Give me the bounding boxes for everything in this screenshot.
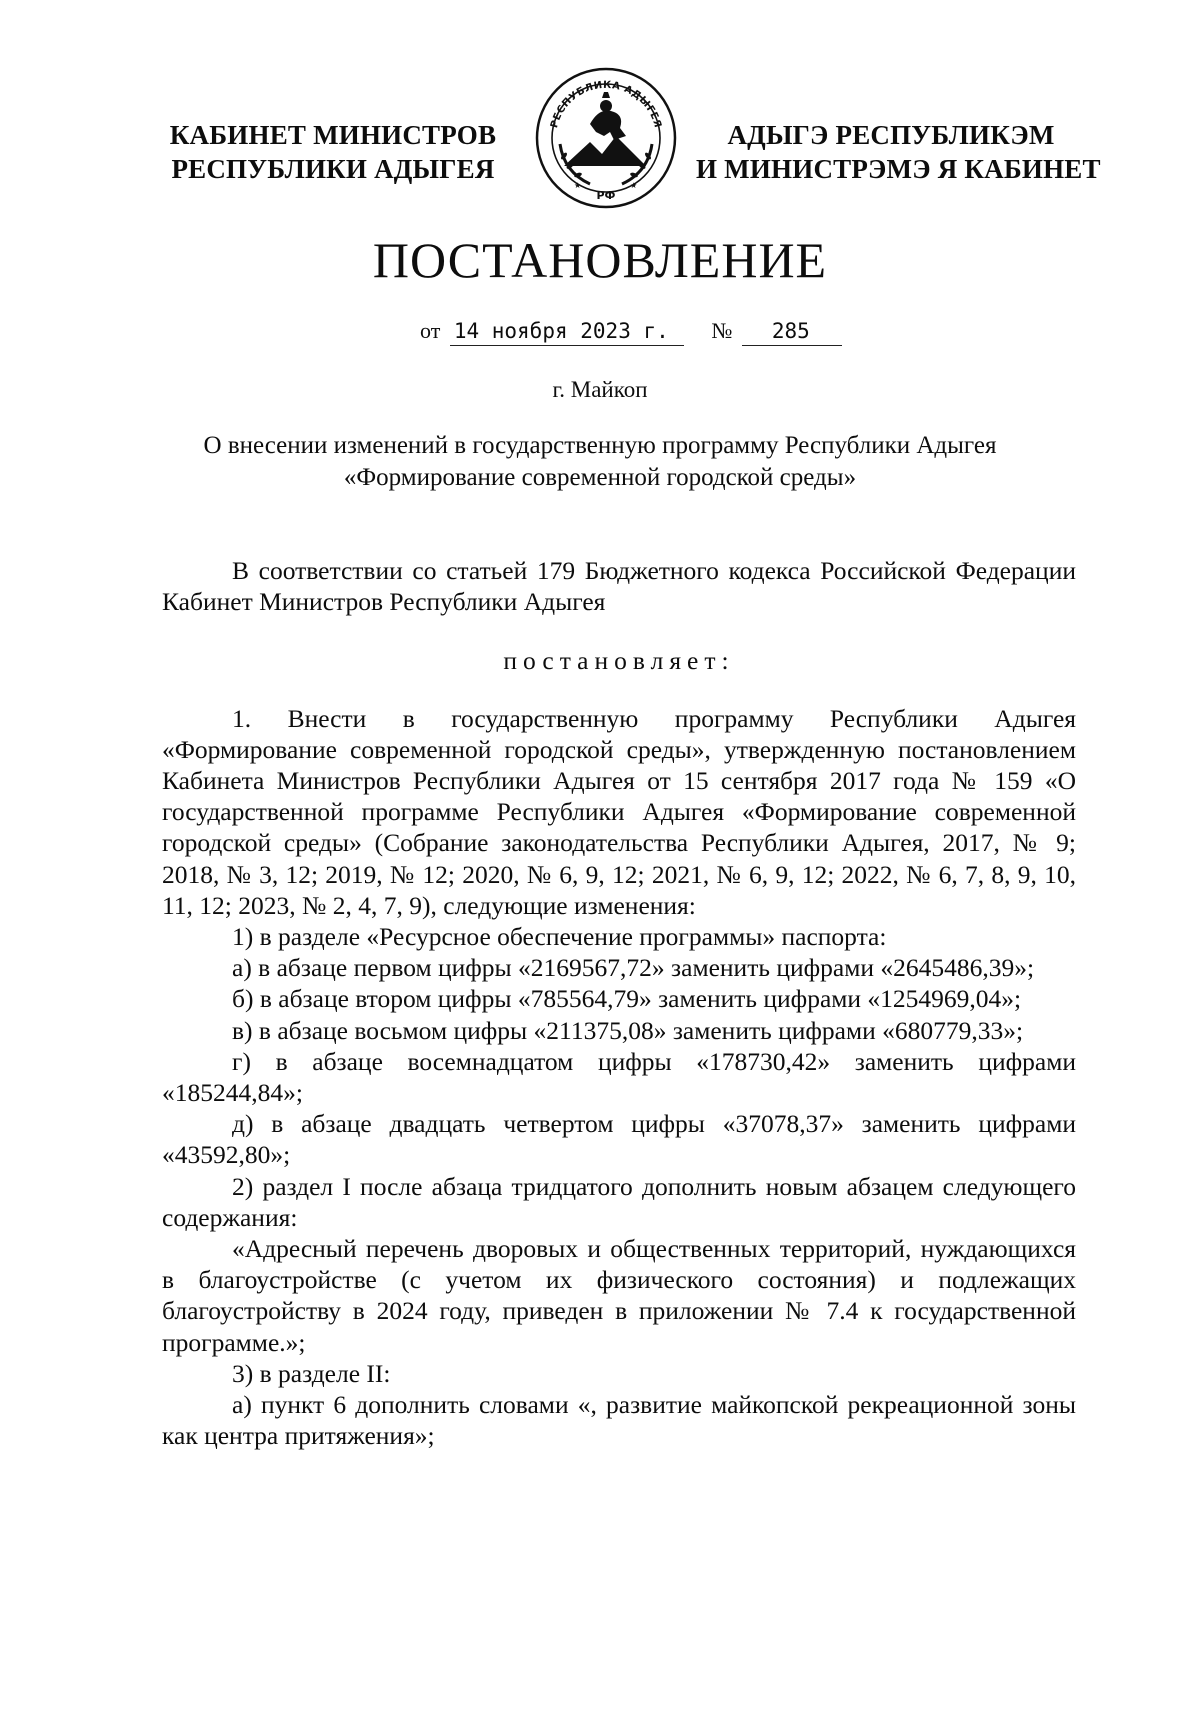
svg-text:РФ: РФ xyxy=(596,189,616,202)
issuer-adyghe-line-1: АДЫГЭ РЕСПУБЛИКЭМ xyxy=(727,120,1055,150)
body-paragraph: г) в абзаце восемнадцатом цифры «178730,42» заменить цифрами «185244,84»; xyxy=(162,1046,1076,1108)
preamble-paragraph: В соответствии со статьей 179 Бюджетного кодекса Российской Федерации Кабинет Министров Республики Адыгея xyxy=(162,556,1076,617)
body-paragraph: а) в абзаце первом цифры «2169567,72» заменить цифрами «2645486,39»; xyxy=(232,953,1035,983)
body-paragraph: в) в абзаце восьмом цифры «211375,08» заменить цифрами «680779,33»; xyxy=(232,1015,1024,1045)
resolves-heading: постановляет: xyxy=(503,646,735,676)
document-subject xyxy=(150,430,1050,494)
issuer-name-russian xyxy=(168,118,498,186)
issuer-line-1: КАБИНЕТ МИНИСТРОВ xyxy=(169,120,497,150)
body-paragraph: а) пункт 6 дополнить словами «, развитие майкопской рекреационной зоны как центра притяжения»; xyxy=(162,1390,1076,1451)
document-body xyxy=(162,555,1076,1451)
subject-line-2: «Формирование современной городской среды» xyxy=(343,464,857,491)
document-number: 285 xyxy=(742,319,842,346)
subject-line-1: О внесении изменений в государственную программу Республики Адыгея xyxy=(203,432,997,459)
issuer-name-adyghe xyxy=(696,118,1101,186)
emblem-icon xyxy=(534,66,678,210)
body-paragraph: б) в абзаце втором цифры «785564,79» заменить цифрами «1254969,04»; xyxy=(232,984,1022,1014)
issue-city: г. Майкоп xyxy=(552,377,648,402)
body-paragraph: 2) раздел I после абзаца тридцатого дополнить новым абзацем следующего содержания: xyxy=(162,1171,1076,1232)
coat-of-arms-emblem xyxy=(534,66,678,210)
body-paragraph: 1. Внести в государственную программу Республики Адыгея «Формирование современной городской среды», утвержденную постановлением Кабинета Министров Республики Адыгея от 15 сентября 2017 года № 159 «О государственной программе Республики Адыгея «Формирование современной городской среды» (Собрание законодательства Республики Адыгея, 2017, № 9; 2018, № 3, 12; 2019, № 12; 2020, № 6, 9, 12; 2021, № 6, 9, 12; 2022, № 6, 7, 8, 9, 10, 11, 12; 2023, № 2, 4, 7, 9), следующие изменения: xyxy=(162,703,1076,920)
body-paragraph: 3) в разделе II: xyxy=(232,1358,391,1388)
body-paragraph: 1) в разделе «Ресурсное обеспечение программы» паспорта: xyxy=(232,922,887,952)
issuer-adyghe-line-2: И МИНИСТРЭМЭ Я КАБИНЕТ xyxy=(696,154,1101,184)
svg-text:РЕСПУБЛИКА АДЫГЕЯ: РЕСПУБЛИКА АДЫГЕЯ xyxy=(549,79,663,130)
document-date: 14 ноября 2023 г. xyxy=(450,319,684,346)
document-title: ПОСТАНОВЛЕНИЕ xyxy=(372,232,828,288)
issuer-line-2: РЕСПУБЛИКИ АДЫГЕЯ xyxy=(171,154,495,184)
date-prefix: от xyxy=(420,318,441,343)
number-sign: № xyxy=(711,318,733,343)
body-paragraph: «Адресный перечень дворовых и общественных территорий, нуждающихся в благоустройстве (с учетом их физического состояния) и подлежащих благоустройству в 2024 году, приведен в приложении № 7.4 к государственной программе.»; xyxy=(162,1234,1076,1357)
date-number-line xyxy=(420,318,846,354)
svg-text:★: ★ xyxy=(630,181,638,190)
body-paragraph: д) в абзаце двадцать четвертом цифры «37078,37» заменить цифрами «43592,80»; xyxy=(162,1109,1076,1170)
svg-text:★: ★ xyxy=(574,181,582,190)
